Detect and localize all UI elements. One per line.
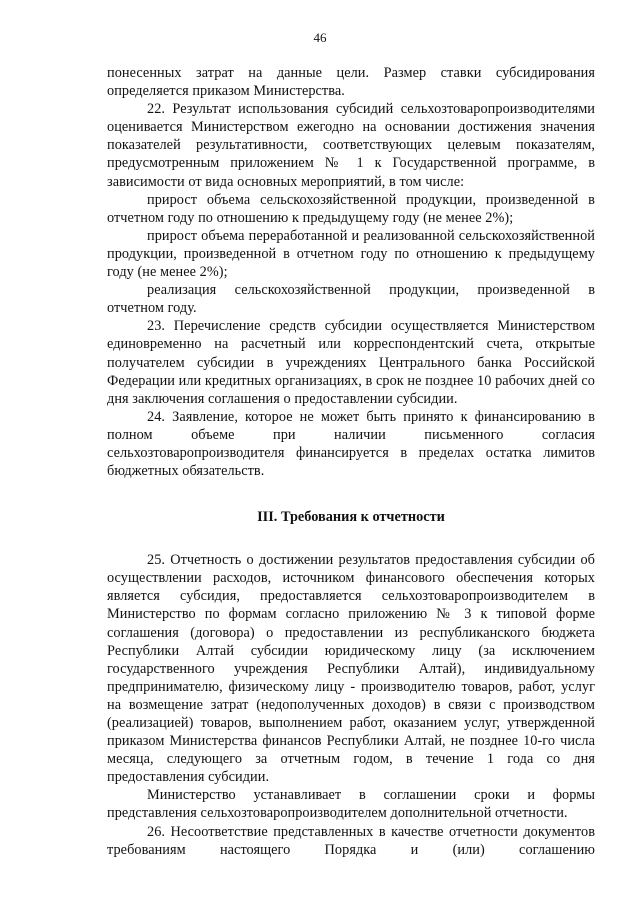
paragraph-sales: реализация сельскохозяйственной продукции, произведенной в отчетном году. (107, 282, 595, 317)
paragraph-24: 24. Заявление, которое не может быть принято к финансированию в полном объеме при наличии письменного согласия сельхозтоваропроизводителя финансируется в пределах остатка лимитов бюджетных обязательств. (107, 408, 595, 480)
document-body (107, 64, 595, 859)
paragraph-26: 26. Несоответствие представленных в качестве отчетности документов требованиям настоящего Порядка и (или) соглашению (107, 823, 595, 858)
paragraph-25: 25. Отчетность о достижении результатов предоставления субсидии об осуществлении расходов, источником финансового обеспечения которых является субсидия, предоставляется сельхозтоваропроизводителем в Министерство по формам согласно приложению № 3 к типовой форме соглашения (договора) о предоставлении из республиканского бюджета Республики Алтай субсидии юридическому лицу (за исключением государственного учреждения Республики Алтай), индивидуальному предпринимателю, физическому лицу - производителю товаров, работ, услуг на возмещение затрат (недополученных доходов) в связи с производством (реализацией) товаров, выполнением работ, оказанием услуг, утвержденной приказом Министерства финансов Республики Алтай, не позднее 10-го числа месяца, следующего за отчетным годом, в течение 1 года со дня предоставления субсидии. (107, 552, 595, 786)
paragraph-growth-processed: прирост объема переработанной и реализованной сельскохозяйственной продукции, произведенной в отчетном году по отношению к предыдущему году (не менее 2%); (107, 227, 595, 281)
paragraph-growth-production: прирост объема сельскохозяйственной продукции, произведенной в отчетном году по отношению к предыдущему году (не менее 2%); (107, 191, 595, 226)
paragraph-22: 22. Результат использования субсидий сельхозтоваропроизводителями оценивается Министерством ежегодно на основании достижения значения показателей результативности, соответствующих целевым показателям, предусмотренным приложением № 1 к Государственной программе, в зависимости от вида основных мероприятий, в том числе: (107, 101, 595, 190)
section-heading: III. Требования к отчетности (257, 509, 445, 526)
page-number: 46 (313, 30, 327, 45)
paragraph-ministry: Министерство устанавливает в соглашении сроки и формы представления сельхозтоваропроизводителем дополнительной отчетности. (107, 787, 595, 822)
paragraph-23: 23. Перечисление средств субсидии осуществляется Министерством единовременно на расчетный или корреспондентский счета, открытые получателем субсидии в учреждениях Центрального банка Российской Федерации или кредитных организациях, в срок не позднее 10 рабочих дней со дня заключения соглашения о предоставлении субсидии. (107, 318, 595, 407)
paragraph-continuation: понесенных затрат на данные цели. Размер ставки субсидирования определяется приказом Министерства. (107, 65, 595, 100)
